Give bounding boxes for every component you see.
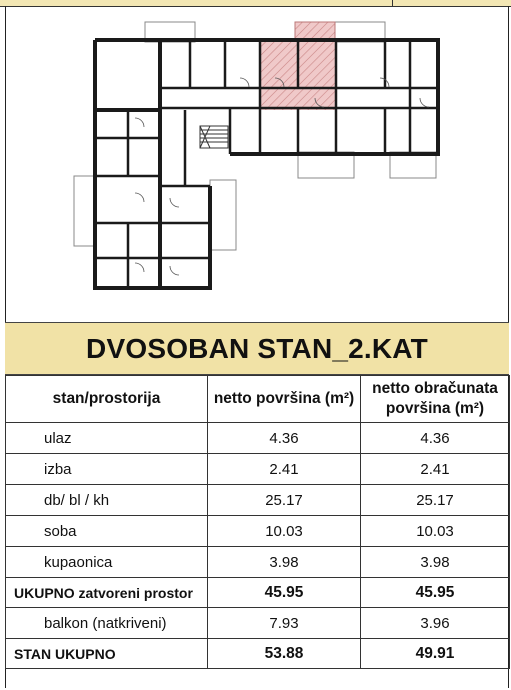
row-net-area: 25.17 [208,485,361,516]
row-name: soba [6,516,208,547]
total-row [6,639,510,669]
table-row [6,547,510,578]
title-bar [5,322,509,375]
row-name: kupaonica [6,547,208,578]
stairs [200,126,228,148]
table-row [6,423,510,454]
row-name: STAN UKUPNO [6,639,208,669]
header-net-area: netto površina (m²) [208,376,361,423]
table-row [6,608,510,639]
row-name: UKUPNO zatvoreni prostor [6,578,208,608]
row-net-area: 3.98 [208,547,361,578]
row-net-area: 10.03 [208,516,361,547]
row-name: db/ bl / kh [6,485,208,516]
floor-plan [60,18,450,303]
row-calculated-area: 3.98 [361,547,510,578]
table-row [6,454,510,485]
table-row [6,485,510,516]
row-calculated-area: 10.03 [361,516,510,547]
table-header-row [6,376,510,423]
row-net-area: 2.41 [208,454,361,485]
row-net-area: 7.93 [208,608,361,639]
area-table [5,375,510,669]
row-calculated-area: 2.41 [361,454,510,485]
table-row [6,516,510,547]
row-calculated-area: 3.96 [361,608,510,639]
row-calculated-area: 49.91 [361,639,510,669]
page-title: DVOSOBAN STAN_2.KAT [86,332,428,364]
row-name: balkon (natkriveni) [6,608,208,639]
row-name: izba [6,454,208,485]
row-calculated-area: 4.36 [361,423,510,454]
row-calculated-area: 25.17 [361,485,510,516]
row-calculated-area: 45.95 [361,578,510,608]
header-room: stan/prostorija [6,376,208,423]
row-net-area: 4.36 [208,423,361,454]
header-calculated-area: netto obračunata površina (m²) [361,376,510,423]
row-name: ulaz [6,423,208,454]
row-net-area: 53.88 [208,639,361,669]
subtotal-row [6,578,510,608]
row-net-area: 45.95 [208,578,361,608]
